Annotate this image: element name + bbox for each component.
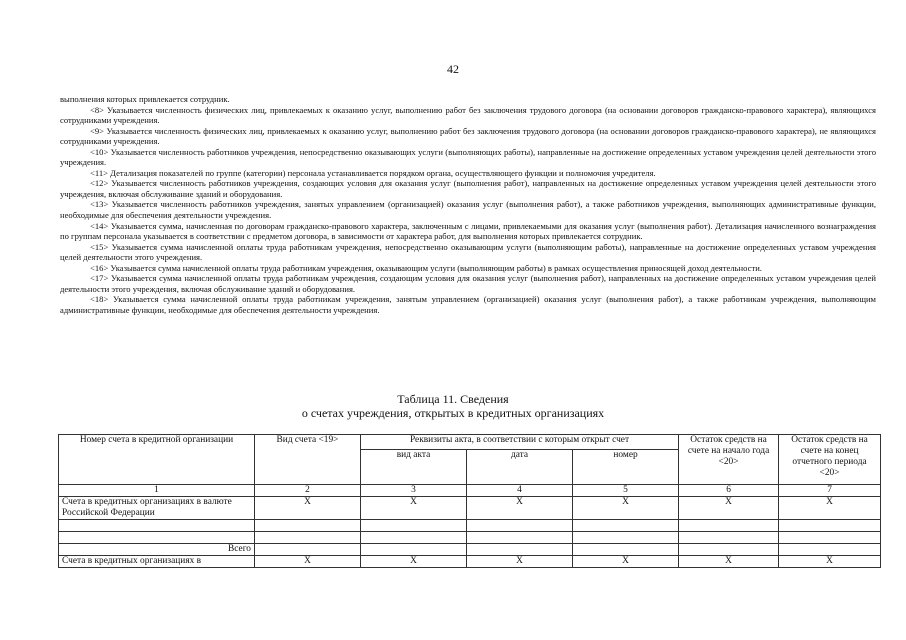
table-row-empty bbox=[59, 532, 881, 544]
header-act-type: вид акта bbox=[361, 450, 467, 485]
table-row-empty bbox=[59, 520, 881, 532]
table-title-line-1: Таблица 11. Сведения bbox=[397, 392, 509, 406]
header-act-number: номер bbox=[573, 450, 679, 485]
table-cell bbox=[255, 532, 361, 544]
table-cell bbox=[779, 520, 881, 532]
table-cell bbox=[361, 532, 467, 544]
header-account-type: Вид счета <19> bbox=[255, 435, 361, 485]
table-cell: X bbox=[361, 497, 467, 520]
table-cell bbox=[573, 544, 679, 556]
table-cell bbox=[59, 520, 255, 532]
footnote-17: <17> Указывается сумма начисленной оплаты труда работникам учреждения, создающим условия для оказания услуг (выполнения работ), направленных на достижение определенных уставом учреждения целей деятельности этого учреждения, включая обслуживание зданий и оборудования. bbox=[60, 273, 876, 294]
table-cell bbox=[255, 520, 361, 532]
column-number: 5 bbox=[573, 485, 679, 497]
table-cell bbox=[361, 544, 467, 556]
table-row bbox=[59, 556, 881, 568]
table-cell bbox=[59, 532, 255, 544]
footnote-18: <18> Указывается сумма начисленной оплаты труда работникам учреждения, занятым управлением (организацией) оказания услуг (выполнения работ), а также работникам учреждения, выполняющим административные функции, необходимые для обеспечения деятельности учреждения. bbox=[60, 294, 876, 315]
table-cell bbox=[467, 532, 573, 544]
footnote-10: <10> Указывается численность работников учреждения, непосредственно оказывающих услуги (выполняющих работы), направленные на достижение определенных уставом учреждения целей деятельности этого учреждения. bbox=[60, 146, 876, 168]
table-cell bbox=[255, 544, 361, 556]
table-cell: X bbox=[779, 497, 881, 520]
table-cell: X bbox=[361, 556, 467, 568]
accounts-table bbox=[58, 434, 881, 568]
table-cell: X bbox=[255, 497, 361, 520]
table-cell: X bbox=[573, 556, 679, 568]
table-title bbox=[0, 392, 906, 420]
table-row bbox=[59, 497, 881, 520]
table-cell bbox=[779, 544, 881, 556]
footnote-12: <12> Указывается численность работников учреждения, создающих условия для оказания услуг (выполнения работ), направленных на достижение определенных уставом учреждения целей деятельности этого учреждения, включая обслуживание зданий и оборудования. bbox=[60, 178, 876, 199]
column-number: 2 bbox=[255, 485, 361, 497]
footnotes bbox=[60, 94, 876, 315]
table-cell bbox=[573, 532, 679, 544]
footnote-continuation: выполнения которых привлекается сотрудник. bbox=[60, 94, 230, 104]
footnote-8: <8> Указывается численность физических лиц, привлекаемых к оказанию услуг, выполнению работ без заключения трудового договора (на основании договоров гражданско-правового характера), являющихся сотрудниками учреждения. bbox=[60, 104, 876, 126]
column-number-row bbox=[59, 485, 881, 497]
page-number: 42 bbox=[447, 62, 459, 76]
header-row-1 bbox=[59, 435, 881, 450]
footnote-14: <14> Указывается сумма, начисленная по договорам гражданско-правового характера, заключенным с лицами, привлекаемыми для оказания услуг (выполнения работ). Детализация начисленного вознаграждения по группам персонала указывается в соответствии с предметом договора, в зависимости от характера работ, для выполнения которых привлекается сотрудник. bbox=[60, 220, 876, 242]
table-cell bbox=[467, 544, 573, 556]
table-cell bbox=[573, 520, 679, 532]
column-number: 4 bbox=[467, 485, 573, 497]
header-act-date: дата bbox=[467, 450, 573, 485]
table-cell: X bbox=[467, 497, 573, 520]
table-cell: X bbox=[679, 556, 779, 568]
column-number: 3 bbox=[361, 485, 467, 497]
footnote-15: <15> Указывается сумма начисленной оплаты труда работникам учреждения, непосредственно оказывающим услуги (выполняющим работы), направленные на достижение определенных уставом учреждения целей деятельности этого учреждения. bbox=[60, 241, 876, 263]
row-label: Счета в кредитных организациях в валюте Российской Федерации bbox=[59, 497, 255, 520]
header-balance-start: Остаток средств на счете на начало года <20> bbox=[679, 435, 779, 485]
column-number: 7 bbox=[779, 485, 881, 497]
table-cell: X bbox=[255, 556, 361, 568]
table-cell: X bbox=[679, 497, 779, 520]
column-number: 1 bbox=[59, 485, 255, 497]
table-cell bbox=[467, 520, 573, 532]
footnote-13: <13> Указывается численность работников учреждения, занятых управлением (организацией) оказания услуг (выполнения работ), а также работников учреждения, выполняющих административные функции, необходимые для обеспечения деятельности учреждения. bbox=[60, 199, 876, 221]
table-cell bbox=[679, 544, 779, 556]
table-cell: X bbox=[573, 497, 679, 520]
footnote-11: <11> Детализация показателей по группе (категории) персонала устанавливается порядком органа, осуществляющего функции и полномочия учредителя. bbox=[90, 167, 656, 178]
table-cell: X bbox=[467, 556, 573, 568]
header-account-number: Номер счета в кредитной организации bbox=[59, 435, 255, 485]
table-cell bbox=[779, 532, 881, 544]
table-title-line-2: о счетах учреждения, открытых в кредитных организациях bbox=[301, 406, 605, 420]
header-balance-end: Остаток средств на счете на конец отчетного периода <20> bbox=[779, 435, 881, 485]
table-cell bbox=[679, 520, 779, 532]
table-cell bbox=[361, 520, 467, 532]
total-label: Всего bbox=[59, 544, 255, 556]
total-row bbox=[59, 544, 881, 556]
column-number: 6 bbox=[679, 485, 779, 497]
footnote-16: <16> Указывается сумма начисленной оплаты труда работникам учреждения, оказывающим услуги (выполняющим работы) в рамках осуществления приносящей доход деятельности. bbox=[90, 262, 762, 273]
row-label: Счета в кредитных организациях в bbox=[59, 556, 255, 568]
table-cell bbox=[679, 532, 779, 544]
footnote-9: <9> Указывается численность физических лиц, привлекаемых к оказанию услуг, выполнению работ без заключения трудового договора (на основании договоров гражданско-правового характера), не являющихся сотрудниками учреждения. bbox=[60, 125, 876, 147]
table-cell: X bbox=[779, 556, 881, 568]
header-act-details: Реквизиты акта, в соответствии с которым открыт счет bbox=[361, 435, 679, 450]
